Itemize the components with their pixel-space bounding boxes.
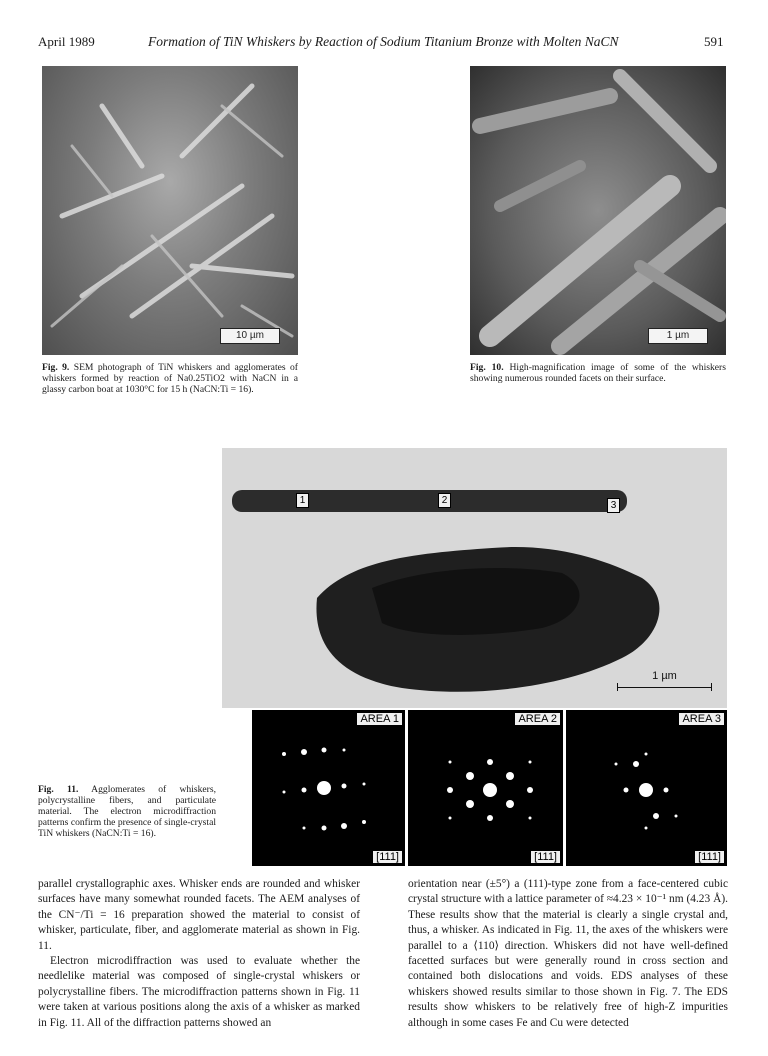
running-header-title: Formation of TiN Whiskers by Reaction of Sodium Titanium Bronze with Molten NaCN (148, 34, 619, 49)
fig10-caption-label: Fig. 10. (470, 362, 504, 373)
fig9-caption-text: SEM photograph of TiN whiskers and agglomerates of whiskers formed by reaction of Na0.25TiO2 with NaCN in a glassy carbon boat at 1030°C for 15 h (NaCN:Ti = 16). (42, 362, 298, 395)
running-header-date: April 1989 (38, 34, 95, 49)
fig10-sem-photo (470, 66, 726, 355)
body-paragraph: parallel crystallographic axes. Whisker ends are rounded and whisker surfaces have many somewhat rounded facets. The AEM analyses of the CN⁻/Ti = 16 preparation showed the material to consist of whisker, particulate, fiber, and agglomerate material as shown in Fig. 11. (38, 878, 360, 952)
area3-label: AREA 3 (678, 712, 725, 726)
page-number: 591 (704, 34, 724, 49)
fig11-scale-label: 1 µm (652, 670, 677, 682)
area1-zone-label: [111] (372, 850, 403, 864)
fig11-marker-1: 1 (296, 493, 309, 508)
fig10-scale-bar: 1 µm (648, 328, 708, 344)
fig9-caption (42, 362, 298, 395)
diffraction-pattern-area3 (566, 710, 727, 866)
fig10-caption-text: High-magnification image of some of the whiskers showing numerous rounded facets on their surface. (470, 362, 726, 384)
fig11-scale-bar (617, 670, 712, 696)
fig11-caption (38, 784, 216, 839)
fig9-sem-photo (42, 66, 298, 355)
fig11-marker-3: 3 (607, 498, 620, 513)
fig11-agglomerate-shape (222, 448, 727, 708)
fig11-scale-line (617, 687, 712, 688)
area3-zone-label: [111] (694, 850, 725, 864)
diffraction-pattern-area1 (252, 710, 405, 866)
body-paragraph: orientation near (±5°) a (111)-type zone from a face-centered cubic crystal structure with a lattice parameter of ≈4.23 × 10⁻¹ nm (4.23 Å). These results show that the material is clearly a single crystal and, thus, a whisker. As indicated in Fig. 11, the axes of the whiskers were parallel to a ⟨110⟩ direction. Whiskers did not have well-defined facetted surfaces but were generally round in cross section and contained both dislocations and voids. EDS analyses of these whiskers showed results similar to those shown in Fig. 7. The EDS results show whiskers to be relatively free of high-Z impurities although in some cases Fe and Cu were detected (408, 878, 728, 1029)
fig11-marker-2: 2 (438, 493, 451, 508)
area2-label: AREA 2 (514, 712, 561, 726)
fig10-caption (470, 362, 726, 384)
diffraction-pattern-area2 (408, 710, 563, 866)
fig11-caption-text: Agglomerates of whiskers, polycrystalline fibers, and particulate material. The electron microdiffraction patterns confirm the presence of single-crystal TiN whiskers (NaCN:Ti = 16). (38, 784, 216, 839)
fig9-caption-label: Fig. 9. (42, 362, 70, 373)
fig11-caption-label: Fig. 11. (38, 784, 79, 795)
fig11-scale-tick-left (617, 683, 618, 691)
fig10-whisker-texture (470, 66, 726, 355)
area1-label: AREA 1 (356, 712, 403, 726)
fig11-tem-image (222, 448, 727, 708)
body-paragraph: Electron microdiffraction was used to evaluate whether the needlelike material was composed of single-crystal whiskers or polycrystalline fibers. The microdiffraction patterns shown in Fig. 11 were taken at various positions along the axis of a whisker as marked in Fig. 11. All of the diffraction patterns showed an (38, 955, 360, 1029)
fig11-scale-tick-right (711, 683, 712, 691)
diffraction-spots-area3 (566, 710, 727, 866)
fig9-scale-bar: 10 µm (220, 328, 280, 344)
body-column-left (38, 877, 360, 1031)
body-column-right (408, 877, 728, 1031)
diffraction-spots-area1 (252, 710, 405, 866)
diffraction-spots-area2 (408, 710, 563, 866)
fig9-whisker-texture (42, 66, 298, 355)
area2-zone-label: [111] (530, 850, 561, 864)
